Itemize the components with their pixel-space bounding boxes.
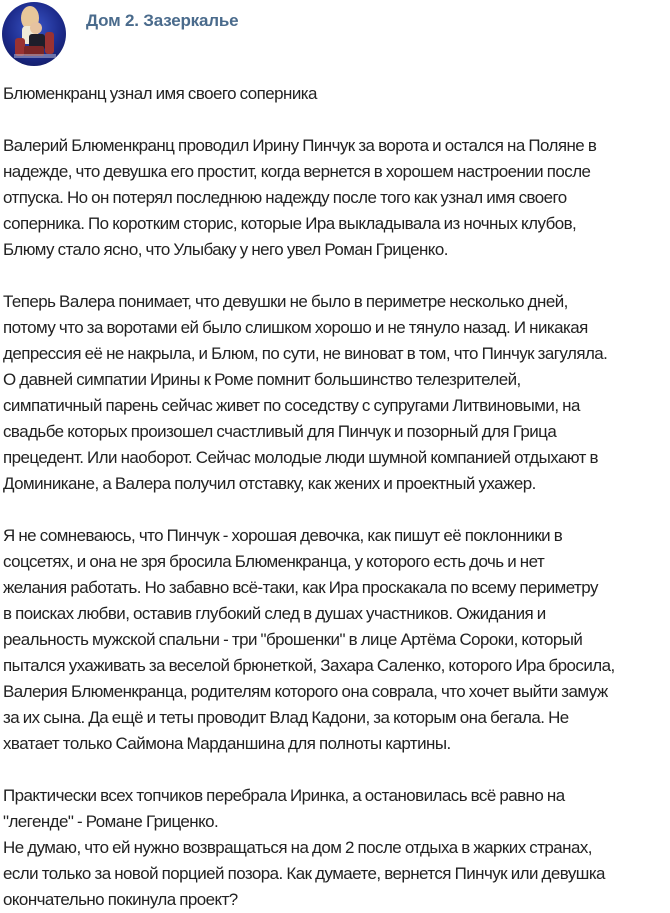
paragraph-1 <box>3 133 667 263</box>
text-line: Практически всех топчиков перебрала Иринка, а остановилась всё равно на <box>3 786 565 805</box>
text-line: соцсетях, и она не зря бросила Блюменкранца, у которого есть дочь и нет <box>3 552 545 571</box>
paragraph-4 <box>3 783 667 913</box>
text-line: Доминикане, а Валера получил отставку, как жених и проектный ухажер. <box>3 474 536 493</box>
text-line: соперника. По коротким сторис, которые Ира выкладывала из ночных клубов, <box>3 214 577 233</box>
post-headline: Блюменкранц узнал имя своего соперника <box>3 84 317 103</box>
text-line: Валерия Блюменкранца, родителям которого она соврала, что хочет выйти замуж <box>3 682 608 701</box>
text-line: Я не сомневаюсь, что Пинчук - хорошая девочка, как пишут её поклонники в <box>3 526 563 545</box>
text-line: депрессия её не накрыла, и Блюм, по сути, не виноват в том, что Пинчук загуляла. <box>3 344 608 363</box>
post-header <box>0 0 670 72</box>
paragraph-gap <box>3 757 667 783</box>
text-line: реальность мужской спальни - три "брошенки" в лице Артёма Сороки, который <box>3 630 583 649</box>
text-line: потому что за воротами ей было слишком хорошо и не тянуло назад. И никакая <box>3 318 588 337</box>
text-line: Теперь Валера понимает, что девушки не было в периметре несколько дней, <box>3 292 568 311</box>
text-line: Валерий Блюменкранц проводил Ирину Пинчук за ворота и остался на Поляне в <box>3 136 597 155</box>
avatar-photo-icon <box>2 2 66 66</box>
text-line: Блюму стало ясно, что Улыбаку у него увел Роман Гриценко. <box>3 240 448 259</box>
text-line: прецедент. Или наоборот. Сейчас молодые люди шумной компанией отдыхают в <box>3 448 598 467</box>
text-line: за их сына. Да ещё и теты проводит Влад Кадони, за которым она бегала. Не <box>3 708 569 727</box>
text-line: в поисках любви, оставив глубокий след в душах участников. Ожидания и <box>3 604 546 623</box>
text-line: Не думаю, что ей нужно возвращаться на дом 2 после отдыха в жарких странах, <box>3 838 592 857</box>
text-line: желания работать. Но забавно всё-таки, как Ира проскакала по всему периметру <box>3 578 598 597</box>
text-line: хватает только Саймона Марданшина для полноты картины. <box>3 734 451 753</box>
paragraph-3 <box>3 523 667 757</box>
text-line: симпатичный парень сейчас живет по соседству с супругами Литвиновыми, на <box>3 396 580 415</box>
paragraph-gap <box>3 497 667 523</box>
text-line: О давней симпатии Ирины к Роме помнит большинство телезрителей, <box>3 370 521 389</box>
text-line: надежде, что девушка его простит, когда вернется в хорошем настроении после <box>3 162 591 181</box>
text-line: отпуска. Но он потерял последнюю надежду после того как узнал имя своего <box>3 188 567 207</box>
text-line: свадьбе которых произошел счастливый для Пинчук и позорный для Грица <box>3 422 557 441</box>
community-title-link[interactable]: Дом 2. Зазеркалье <box>86 11 239 30</box>
text-line: "легенде" - Романе Гриценко. <box>3 812 219 831</box>
paragraph-gap <box>3 107 667 133</box>
text-line: пытался ухаживать за веселой брюнеткой, Захара Саленко, которого Ира бросила, <box>3 656 615 675</box>
text-line: окончательно покинула проект? <box>3 890 238 909</box>
paragraph-2 <box>3 289 667 497</box>
paragraph-gap <box>3 263 667 289</box>
post-body <box>3 81 667 913</box>
text-line: если только за новой порцией позора. Как думаете, вернется Пинчук или девушка <box>3 864 605 883</box>
community-avatar[interactable] <box>2 2 66 66</box>
